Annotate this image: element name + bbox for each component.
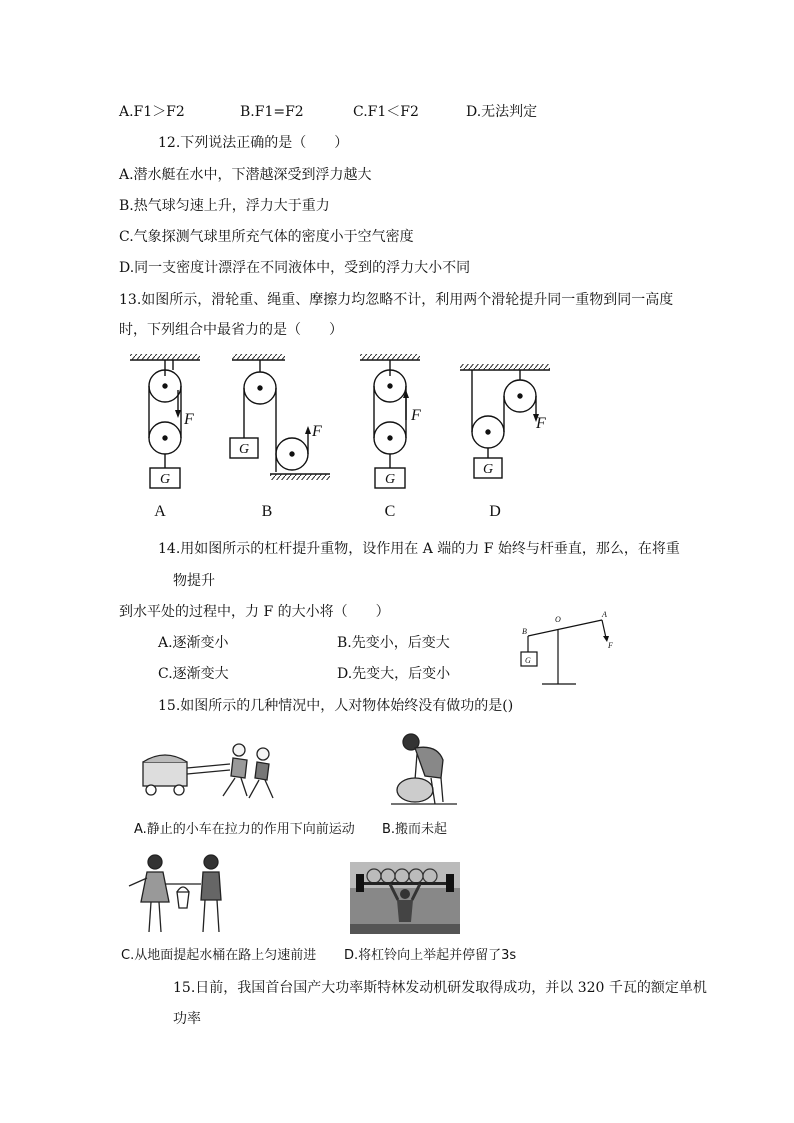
panel-label-b: B — [261, 503, 273, 520]
q12-option-c: C.气象探测气球里所充气体的密度小于空气密度 — [119, 229, 414, 245]
q12-option-b: B.热气球匀速上升，浮力大于重力 — [119, 198, 330, 214]
force-label-d: F — [536, 415, 546, 432]
lever-label-o: O — [555, 615, 561, 624]
q14-stem-line1: 14.用如图所示的杠杆提升重物，设作用在 A 端的力 F 始终与杆垂直，那么，在将重 — [158, 541, 680, 557]
q12-stem: 12.下列说法正确的是（ ） — [158, 135, 349, 151]
carry-bucket-illustration — [125, 850, 235, 940]
force-label-c: F — [411, 407, 421, 424]
panel-label-c: C — [384, 503, 396, 520]
q13-stem-line2: 时，下列组合中最省力的是（ ） — [119, 322, 343, 338]
panel-label-a: A — [154, 503, 166, 520]
pulley-figure — [120, 350, 550, 525]
lever-label-g: G — [525, 656, 531, 665]
force-label-b: F — [312, 423, 322, 440]
q15b-stem-line2: 功率 — [173, 1011, 201, 1027]
lifting-stone-illustration — [385, 730, 465, 810]
q11-option-c: C.F1＜F2 — [353, 104, 419, 120]
lever-figure — [510, 608, 620, 688]
q15-caption-c: C.从地面提起水桶在路上匀速前进 — [121, 948, 317, 963]
weight-label-c: G — [384, 472, 396, 487]
q15-caption-d: D.将杠铃向上举起并停留了3s — [344, 948, 517, 963]
weightlifter-photo — [350, 862, 460, 934]
q11-option-b: B.F1=F2 — [240, 104, 304, 120]
q14-option-a: A.逐渐变小 — [158, 635, 229, 651]
q11-option-a: A.F1＞F2 — [119, 104, 185, 120]
q12-option-d: D.同一支密度计漂浮在不同液体中，受到的浮力大小不同 — [119, 260, 471, 276]
q14-option-d: D.先变大，后变小 — [337, 666, 451, 682]
force-label-a: F — [184, 411, 194, 428]
q14-option-b: B.先变小，后变大 — [337, 635, 450, 651]
q14-option-c: C.逐渐变大 — [158, 666, 229, 682]
q12-option-a: A.潜水艇在水中，下潜越深受到浮力越大 — [119, 167, 372, 183]
q13-stem-line1: 13.如图所示，滑轮重、绳重、摩擦力均忽略不计，利用两个滑轮提升同一重物到同一高度 — [119, 292, 674, 308]
q15-caption-b: B.搬而未起 — [382, 822, 448, 837]
q14-stem-line3: 到水平处的过程中，力 F 的大小将（ ） — [119, 604, 390, 620]
cart-pulling-illustration — [135, 738, 285, 818]
pulley-panel-b — [230, 354, 330, 480]
lever-label-f: F — [608, 641, 613, 650]
weight-label-b: G — [238, 442, 250, 457]
q15b-stem-line1: 15.日前，我国首台国产大功率斯特林发动机研发取得成功，并以 320 千瓦的额定单机 — [173, 980, 707, 996]
q15-stem: 15.如图所示的几种情况中，人对物体始终没有做功的是() — [158, 698, 514, 714]
q11-option-d: D.无法判定 — [466, 104, 538, 120]
lever-label-a: A — [602, 610, 607, 619]
weight-label-a: G — [159, 472, 171, 487]
weight-label-d: G — [482, 462, 494, 477]
q14-stem-line2: 物提升 — [173, 573, 215, 589]
lever-label-b: B — [522, 627, 527, 636]
panel-label-d: D — [489, 503, 501, 520]
q15-caption-a: A.静止的小车在拉力的作用下向前运动 — [134, 822, 355, 837]
